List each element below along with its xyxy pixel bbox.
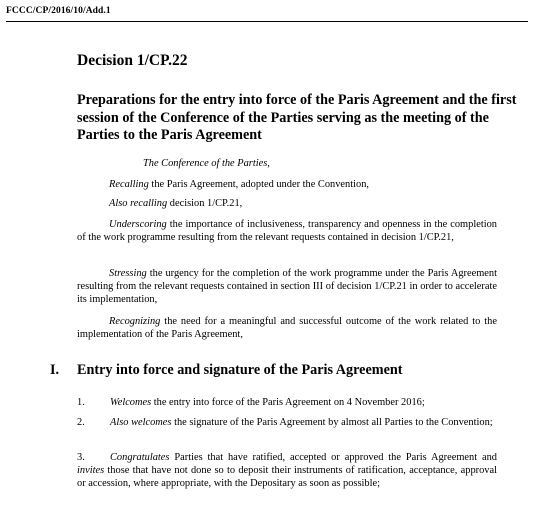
preamble-keyword: Stressing <box>109 268 147 279</box>
preamble-paragraph <box>77 178 497 191</box>
operative-paragraph <box>77 396 497 409</box>
preamble-text: the urgency for the completion of the work programme under the Paris Agreement resulting from the relevant requests contained in section III of decision 1/CP.21 in order to accelerate its implementation, <box>77 268 497 306</box>
decision-title: Preparations for the entry into force of the Paris Agreement and the first session of the Conference of the Parties serving as the meeting of the Parties to the Paris Agreement <box>77 92 517 143</box>
operative-paragraph <box>77 451 497 491</box>
preamble-paragraph <box>77 218 497 244</box>
paragraph-number: 2. <box>77 417 85 428</box>
preamble-keyword: Also recalling <box>109 198 168 209</box>
preamble-keyword: Recognizing <box>109 316 161 327</box>
paragraph-number: 3. <box>77 452 85 463</box>
operative-text: the entry into force of the Paris Agreement on 4 November 2016; <box>151 397 425 408</box>
operative-keyword: invites <box>77 465 105 477</box>
section-title: Entry into force and signature of the Paris Agreement <box>77 362 403 378</box>
preamble-text: the need for a meaningful and successful outcome of the work related to the implementation of the Paris Agreement, <box>77 316 497 341</box>
operative-keyword: Welcomes <box>110 397 152 408</box>
decision-number: Decision 1/CP.22 <box>77 52 188 69</box>
preamble-paragraph <box>77 315 497 341</box>
operative-text: Parties that have ratified, accepted or approved the Paris Agreement and <box>169 452 497 463</box>
preamble-paragraph <box>77 197 497 210</box>
operative-keyword: Also welcomes <box>110 417 172 428</box>
preamble-text: decision 1/CP.21, <box>167 198 243 209</box>
preamble-text: the importance of inclusiveness, transparency and openness in the completion of the work programme resulting from the relevant requests contained in decision 1/CP.21, <box>77 219 497 244</box>
operative-text: the signature of the Paris Agreement by almost all Parties to the Convention; <box>171 417 493 428</box>
header-divider <box>6 21 528 22</box>
preamble-text: the Paris Agreement, adopted under the Convention, <box>148 179 369 190</box>
document-symbol: FCCC/CP/2016/10/Add.1 <box>6 6 111 16</box>
operative-text: those that have not done so to deposit their instruments of ratification, acceptance, approval or accession, where appropriate, with the Depositary as soon as possible; <box>77 465 497 490</box>
preamble-keyword: Recalling <box>109 179 149 190</box>
section-number: I. <box>50 362 60 378</box>
preamble-keyword: Underscoring <box>109 219 167 230</box>
preamble-lead: The Conference of the Parties, <box>143 158 270 169</box>
operative-paragraph <box>77 416 497 429</box>
preamble-paragraph <box>77 267 497 307</box>
operative-keyword: Congratulates <box>110 452 170 463</box>
paragraph-number: 1. <box>77 397 85 408</box>
section-heading <box>50 362 403 379</box>
